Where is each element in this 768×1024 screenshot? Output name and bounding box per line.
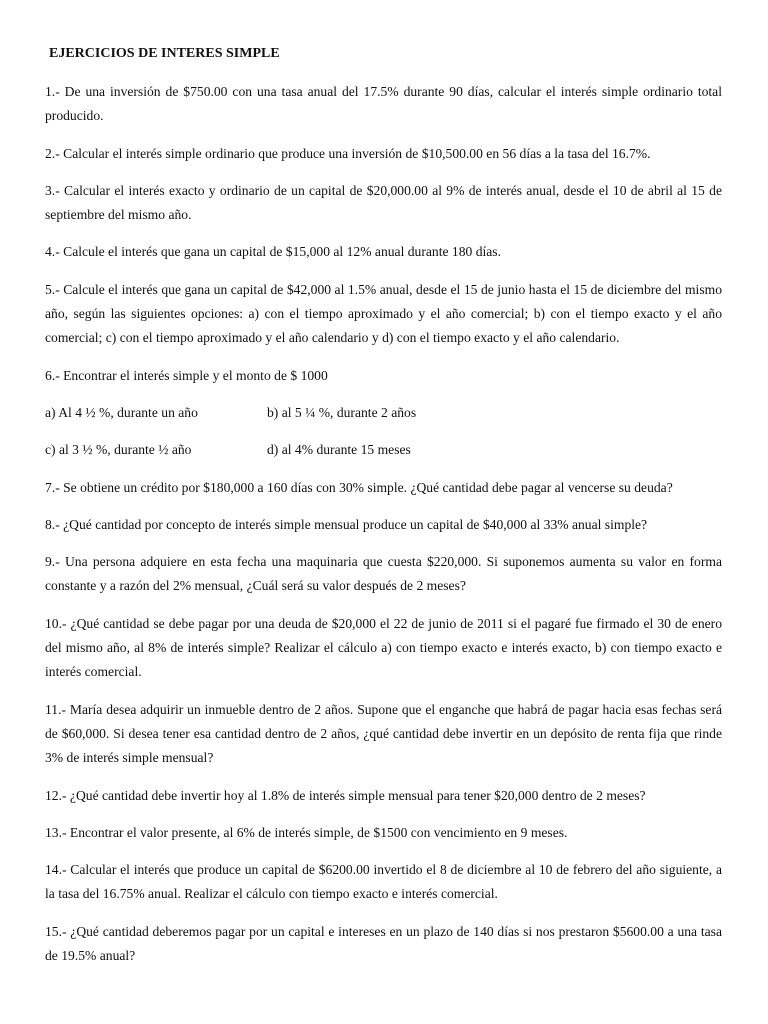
exercise-4: 4.- Calcule el interés que gana un capital de $15,000 al 12% anual durante 180 días. xyxy=(45,244,501,260)
exercise-15: 15.- ¿Qué cantidad deberemos pagar por un capital e intereses en un plazo de 140 días si nos prestaron $5600.00 a una tasa de 19.5% anual? xyxy=(45,923,722,964)
exercise-6-options-row-2 xyxy=(45,438,722,462)
exercise-7: 7.- Se obtiene un crédito por $180,000 a 160 días con 30% simple. ¿Qué cantidad debe pagar al vencerse su deuda? xyxy=(45,479,673,495)
exercise-12: 12.- ¿Qué cantidad debe invertir hoy al 1.8% de interés simple mensual para tener $20,000 dentro de 2 meses? xyxy=(45,787,646,803)
exercise-10: 10.- ¿Qué cantidad se debe pagar por una deuda de $20,000 el 22 de junio de 2011 si el pagaré fue firmado el 30 de enero del mismo año, al 8% de interés simple? Realizar el cálculo a) con tiempo exacto e interés exacto, b) con tiempo exacto e interés comercial. xyxy=(45,615,722,680)
exercise-8: 8.- ¿Qué cantidad por concepto de interés simple mensual produce un capital de $40,000 al 33% anual simple? xyxy=(45,516,648,532)
exercise-5: 5.- Calcule el interés que gana un capital de $42,000 al 1.5% anual, desde el 15 de junio hasta el 15 de diciembre del mismo año, según las siguientes opciones: a) con el tiempo aproximado y el año comercial; b) con el tiempo exacto y el año comercial; c) con el tiempo aproximado y el año calendario y d) con el tiempo exacto y el año calendario. xyxy=(45,281,722,346)
document-title: EJERCICIOS DE INTERES SIMPLE xyxy=(49,46,280,61)
document-page xyxy=(45,44,722,981)
exercise-11: 11.- María desea adquirir un inmueble dentro de 2 años. Supone que el enganche que habrá de pagar hacia esas fechas será de $60,000. Si desea tener esa cantidad dentro de 2 años, ¿qué cantidad debe invertir en un depósito de renta fija que rinde 3% de interés simple mensual? xyxy=(45,701,722,766)
option-a: a) Al 4 ½ %, durante un año xyxy=(45,404,198,420)
exercise-6: 6.- Encontrar el interés simple y el monto de $ 1000 xyxy=(45,367,328,383)
exercise-13: 13.- Encontrar el valor presente, al 6% de interés simple, de $1500 con vencimiento en 9 meses. xyxy=(45,824,568,840)
option-d: d) al 4% durante 15 meses xyxy=(267,442,411,458)
exercise-9: 9.- Una persona adquiere en esta fecha una maquinaria que cuesta $220,000. Si suponemos aumenta su valor en forma constante y a razón del 2% mensual, ¿Cuál será su valor después de 2 meses? xyxy=(45,554,722,594)
exercise-3: 3.- Calcular el interés exacto y ordinario de un capital de $20,000.00 al 9% de interés anual, desde el 10 de abril al 15 de septiembre del mismo año. xyxy=(45,182,722,223)
exercise-2: 2.- Calcular el interés simple ordinario que produce una inversión de $10,500.00 en 56 días a la tasa del 16.7%. xyxy=(45,145,651,161)
exercise-1: 1.- De una inversión de $750.00 con una tasa anual del 17.5% durante 90 días, calcular el interés simple ordinario total producido. xyxy=(45,84,722,124)
exercise-14: 14.- Calcular el interés que produce un capital de $6200.00 invertido el 8 de diciembre al 10 de febrero del año siguiente, a la tasa del 16.75% anual. Realizar el cálculo con tiempo exacto e interés comercial. xyxy=(45,862,722,902)
option-b: b) al 5 ¼ %, durante 2 años xyxy=(267,404,417,420)
exercise-6-options-row-1 xyxy=(45,401,722,425)
option-c: c) al 3 ½ %, durante ½ año xyxy=(45,442,192,458)
